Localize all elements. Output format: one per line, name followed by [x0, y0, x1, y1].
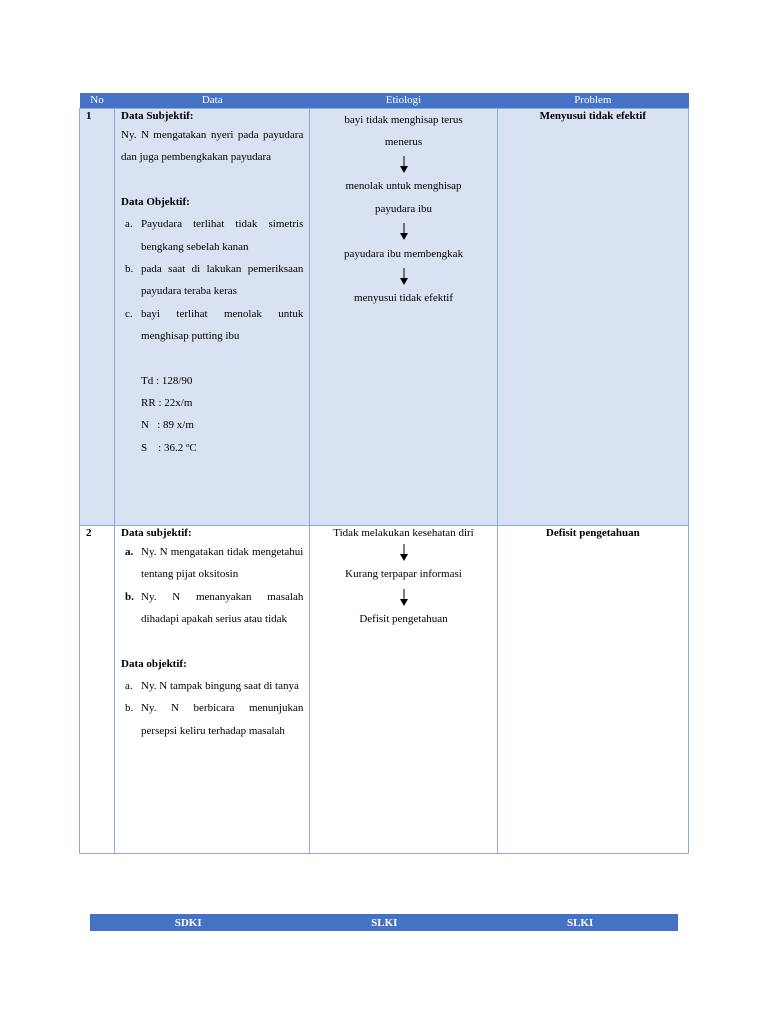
header-data: Data: [115, 93, 310, 109]
vital-s: S : 36.2 ºC: [141, 441, 197, 454]
subjective-title: Data Subjektif:: [121, 110, 194, 122]
objective-title: Data Objektif:: [121, 195, 190, 208]
list-item: a. Ny. N mengatakan tidak mengetahui tentang pijat oksitosin: [125, 546, 304, 581]
arrow-down-icon: [314, 586, 492, 608]
row-number: 1: [80, 109, 115, 526]
arrow-down-icon: [314, 541, 492, 563]
etiology-step: bayi tidak menghisap terus menerus: [344, 114, 463, 148]
header-etiology: Etiologi: [310, 93, 497, 109]
vital-td: Td : 128/90: [141, 374, 193, 387]
etiology-cell: [310, 526, 497, 854]
etiology-step: menyusui tidak efektif: [354, 292, 453, 305]
data-cell: [115, 109, 310, 526]
problem-cell: Menyusui tidak efektif: [497, 109, 688, 526]
table-row: [80, 109, 689, 526]
subjective-text: Ny. N mengatakan nyeri pada payudara dan juga pembengkakan payudara: [121, 129, 304, 164]
etiology-cell: [310, 109, 497, 526]
footer-label-slki: SLKI: [371, 916, 398, 929]
list-item: c. bayi terlihat menolak untuk menghisap putting ibu: [125, 307, 304, 343]
header-no: No: [80, 93, 115, 109]
arrow-down-icon: [314, 220, 492, 242]
list-item: b. Ny. N menanyakan masalah dihadapi apakah serius atau tidak: [125, 590, 304, 626]
list-item: b. pada saat di lakukan pemeriksaan payudara teraba keras: [125, 263, 304, 298]
etiology-step: Tidak melakukan kesehatan diri: [333, 527, 474, 539]
vital-signs: [121, 370, 303, 460]
etiology-step: Kurang terpapar informasi: [345, 568, 462, 581]
list-item: b. Ny. N berbicara menunjukan persepsi keliru terhadap masalah: [125, 702, 304, 737]
footer-label-slki-2: SLKI: [566, 916, 594, 929]
data-cell: [115, 526, 310, 854]
table-row: [80, 526, 689, 854]
outcome-header-bar: [90, 914, 678, 931]
list-item: a. Payudara terlihat tidak simetris bengkang sebelah kanan: [125, 218, 304, 253]
table-header-row: [80, 93, 689, 109]
subjective-list: [121, 541, 303, 631]
row-number: 2: [80, 526, 115, 854]
etiology-step: menolak untuk menghisap payudara ibu: [345, 180, 462, 215]
vital-n: N : 89 x/m: [141, 419, 194, 432]
etiology-step: Defisit pengetahuan: [359, 613, 448, 626]
vital-rr: RR : 22x/m: [141, 397, 193, 410]
footer-label-sdki: SDKI: [174, 916, 202, 929]
objective-list: [121, 213, 303, 347]
arrow-down-icon: [314, 153, 492, 175]
problem-cell: Defisit pengetahuan: [497, 526, 688, 854]
header-problem: Problem: [497, 93, 688, 109]
etiology-step: payudara ibu membengkak: [343, 247, 464, 260]
subjective-title: Data subjektif:: [121, 527, 192, 539]
objective-title: Data objektif:: [121, 657, 187, 670]
objective-list: [121, 675, 303, 742]
diagnosis-table: [79, 93, 689, 854]
list-item: a. Ny. N tampak bingung saat di tanya: [125, 680, 299, 693]
arrow-down-icon: [314, 265, 492, 287]
